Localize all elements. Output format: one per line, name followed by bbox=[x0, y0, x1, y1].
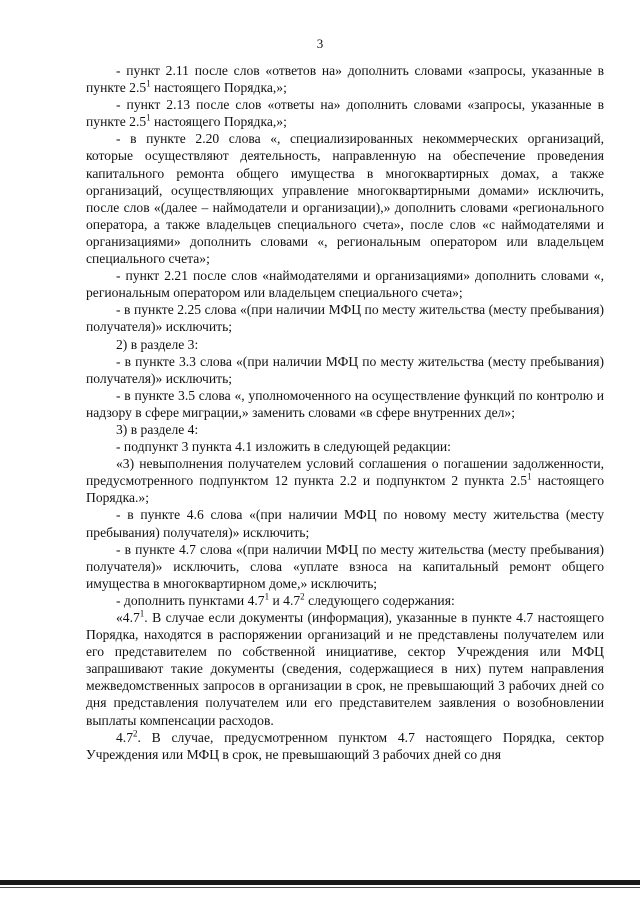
paragraph bbox=[86, 729, 604, 763]
paragraph-text: настоящего Порядка,»; bbox=[150, 80, 287, 96]
superscript: 1 bbox=[146, 112, 151, 123]
paragraph bbox=[86, 96, 604, 130]
paragraph-text: - в пункте 3.3 слова «(при наличии МФЦ по месту жительства (месту пребывания) получателя)» исключить; bbox=[86, 353, 604, 386]
paragraph bbox=[86, 609, 604, 729]
superscript: 2 bbox=[133, 728, 138, 739]
paragraph-text: - подпункт 3 пункта 4.1 изложить в следующей редакции: bbox=[116, 439, 451, 455]
paragraph bbox=[86, 506, 604, 540]
paragraph-text: - дополнить пунктами 4.7 bbox=[116, 592, 265, 608]
paragraph bbox=[86, 301, 604, 335]
paragraph bbox=[86, 455, 604, 506]
paragraph-text: . В случае если документы (информация), указанные в пункте 4.7 настоящего Порядка, находятся в распоряжении организаций и не представлены получателем или его представителем по собственной инициативе, сектор Учреждения или МФЦ запрашивают такие документы (сведения, содержащиеся в них) путем направления межведомственных запросов в организации в срок, не превышающий 3 рабочих дней со дня представления получателем или его представителем заявления о возобновлении выплаты компенсации расходов. bbox=[86, 610, 604, 728]
superscript: 1 bbox=[264, 591, 270, 602]
superscript: 2 bbox=[300, 591, 305, 602]
page-number: 3 bbox=[316, 36, 324, 51]
paragraph-text: 4.7 bbox=[116, 729, 133, 745]
paragraph-text: 3) в разделе 4: bbox=[116, 421, 199, 437]
paragraph-text: «4.7 bbox=[116, 610, 140, 625]
paragraph-text: . В случае, предусмотренном пунктом 4.7 настоящего Порядка, сектор Учреждения или МФЦ в срок, не превышающий 3 рабочих дней со дня bbox=[86, 729, 604, 762]
paragraph bbox=[86, 62, 604, 96]
paragraph-text: настоящего Порядка,»; bbox=[150, 114, 287, 130]
paragraph bbox=[86, 130, 604, 267]
document-body bbox=[86, 62, 604, 763]
paragraph-text: - пункт 2.13 после слов «ответы на» дополнить словами «запросы, указанные в пункте 2.5 bbox=[86, 97, 604, 130]
paragraph bbox=[86, 438, 604, 455]
footer-rule-thin bbox=[0, 887, 640, 888]
paragraph-text: и 4.7 bbox=[269, 592, 301, 608]
paragraph-text: следующего содержания: bbox=[304, 592, 455, 608]
paragraph-text: - в пункте 3.5 слова «, уполномоченного на осуществление функций по контролю и надзору в сфере миграции,» заменить словами «в сфере внутренних дел»; bbox=[86, 387, 604, 420]
superscript: 1 bbox=[146, 78, 151, 89]
paragraph-text: - в пункте 2.20 слова «, специализированных некоммерческих организаций, которые осуществляют деятельность, направленную на обеспечение проведения капитального ремонта общего имущества в многоквартирных домах, а также организаций, осуществляющих управление многоквартирными домами» исключить, после слов «(далее – наймодатели и организации),» дополнить словами «регионального оператора, а также владельцев специального счета», после слов «с наймодателями и организациями» дополнить словами «, региональным оператором или владельцем специального счета»; bbox=[86, 131, 604, 267]
paragraph-text: - пункт 2.11 после слов «ответов на» дополнить словами «запросы, указанные в пункте 2.5 bbox=[86, 63, 604, 96]
superscript: 1 bbox=[527, 471, 532, 482]
paragraph bbox=[86, 353, 604, 387]
paragraph-text: настоящего Порядка.»; bbox=[86, 473, 605, 506]
paragraph bbox=[86, 267, 604, 301]
paragraph-text: - в пункте 2.25 слова «(при наличии МФЦ по месту жительства (месту пребывания) получателя)» исключить; bbox=[86, 302, 604, 335]
paragraph bbox=[86, 541, 604, 592]
paragraph bbox=[86, 421, 604, 438]
paragraph-text: 2) в разделе 3: bbox=[116, 336, 199, 352]
superscript: 1 bbox=[139, 608, 145, 619]
footer-rule-thick bbox=[0, 880, 640, 885]
paragraph-text: - в пункте 4.7 слова «(при наличии МФЦ по месту жительства (месту пребывания) получателя)» исключить, слова «уплате взноса на капитальный ремонт общего имущества в многоквартирном доме,» исключить; bbox=[86, 541, 604, 591]
paragraph-text: «3) невыполнения получателем условий соглашения о погашении задолженности, предусмотренного подпунктом 12 пункта 2.2 и подпунктом 2 пункта 2.5 bbox=[86, 456, 604, 489]
paragraph-text: - пункт 2.21 после слов «наймодателями и организациями» дополнить словами «, региональным оператором или владельцем специального счета»; bbox=[86, 268, 604, 301]
paragraph bbox=[86, 387, 604, 421]
paragraph bbox=[86, 592, 604, 609]
paragraph bbox=[86, 336, 604, 353]
paragraph-text: - в пункте 4.6 слова «(при наличии МФЦ по новому месту жительства (месту пребывания) получателя)» исключить; bbox=[86, 507, 604, 540]
